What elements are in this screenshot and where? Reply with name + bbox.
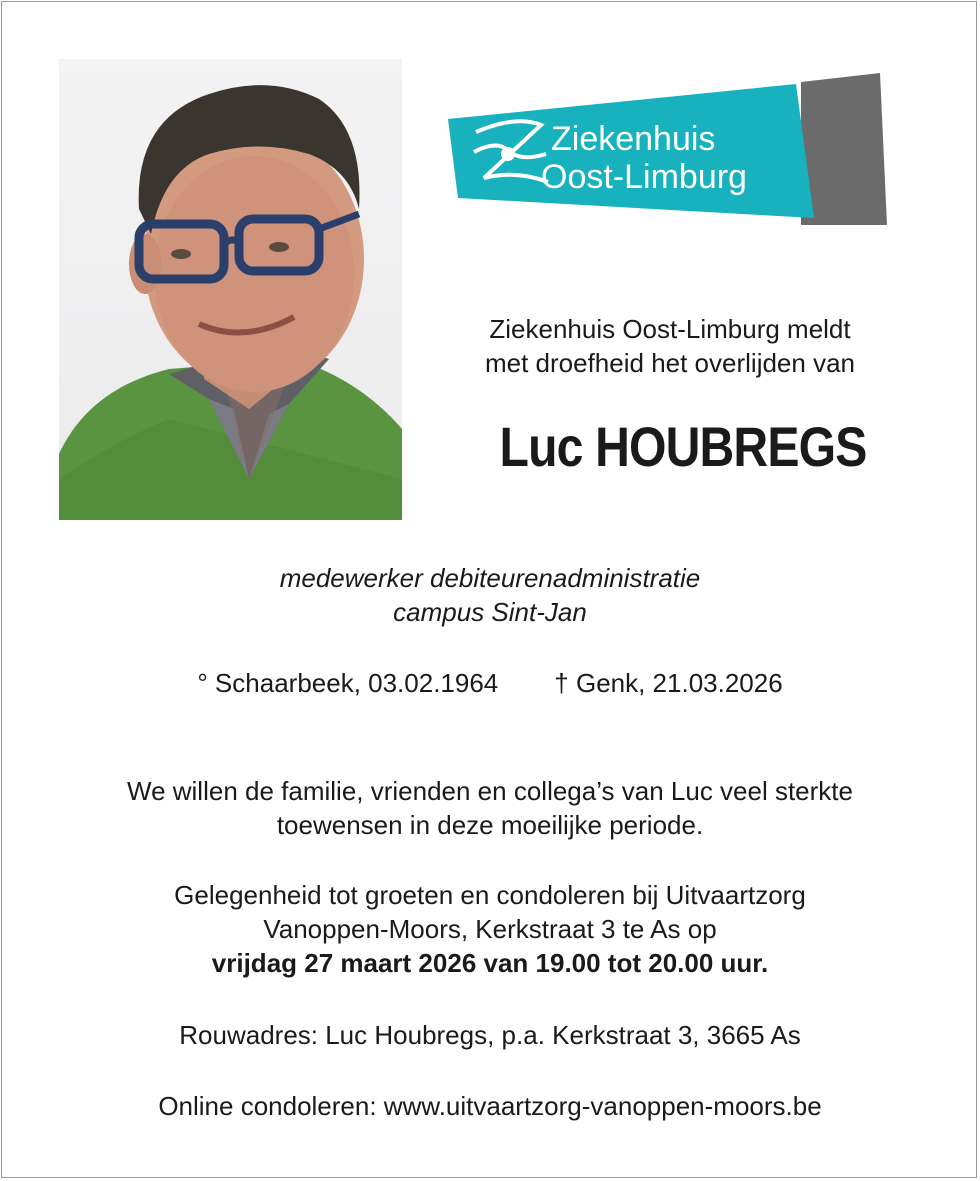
visit-datetime: vrijdag 27 maart 2026 van 19.00 tot 20.00 uur. [211,948,769,978]
visitation-info [0,878,980,980]
hospital-logo [446,70,890,230]
role-line1: medewerker debiteurenadministratie [279,563,701,593]
role-line2: campus Sint-Jan [393,597,587,627]
life-dates [0,666,980,700]
mourning-address: Rouwadres: Luc Houbregs, p.a. Kerkstraat 3, 3665 As [179,1020,801,1050]
portrait-illustration [59,59,402,520]
visit-line1: Gelegenheid tot groeten en condoleren bij Uitvaartzorg [174,880,806,910]
online-condolence: Online condoleren: www.uitvaartzorg-vanoppen-moors.be [158,1091,822,1121]
deceased-role [0,561,980,629]
wish-line2: toewensen in deze moeilijke periode. [276,810,704,840]
wish-line1: We willen de familie, vrienden en collega’s van Luc veel sterkte [127,776,853,806]
birth-date: ° Schaarbeek, 03.02.1964 [197,668,499,698]
intro-line2: met droefheid het overlijden van [484,348,855,378]
logo-line1: Ziekenhuis [551,120,716,158]
announcement-intro [420,312,920,380]
visit-line2: Vanoppen-Moors, Kerkstraat 3 te As op [263,914,717,944]
portrait-photo [59,59,402,520]
logo-line2: Oost-Limburg [541,158,747,196]
logo-gray-block [801,73,887,225]
intro-line1: Ziekenhuis Oost-Limburg meldt [489,314,851,344]
deceased-name: Luc HOUBREGS [499,415,867,478]
death-date: † Genk, 21.03.2026 [554,668,783,698]
condolence-wish [0,774,980,842]
